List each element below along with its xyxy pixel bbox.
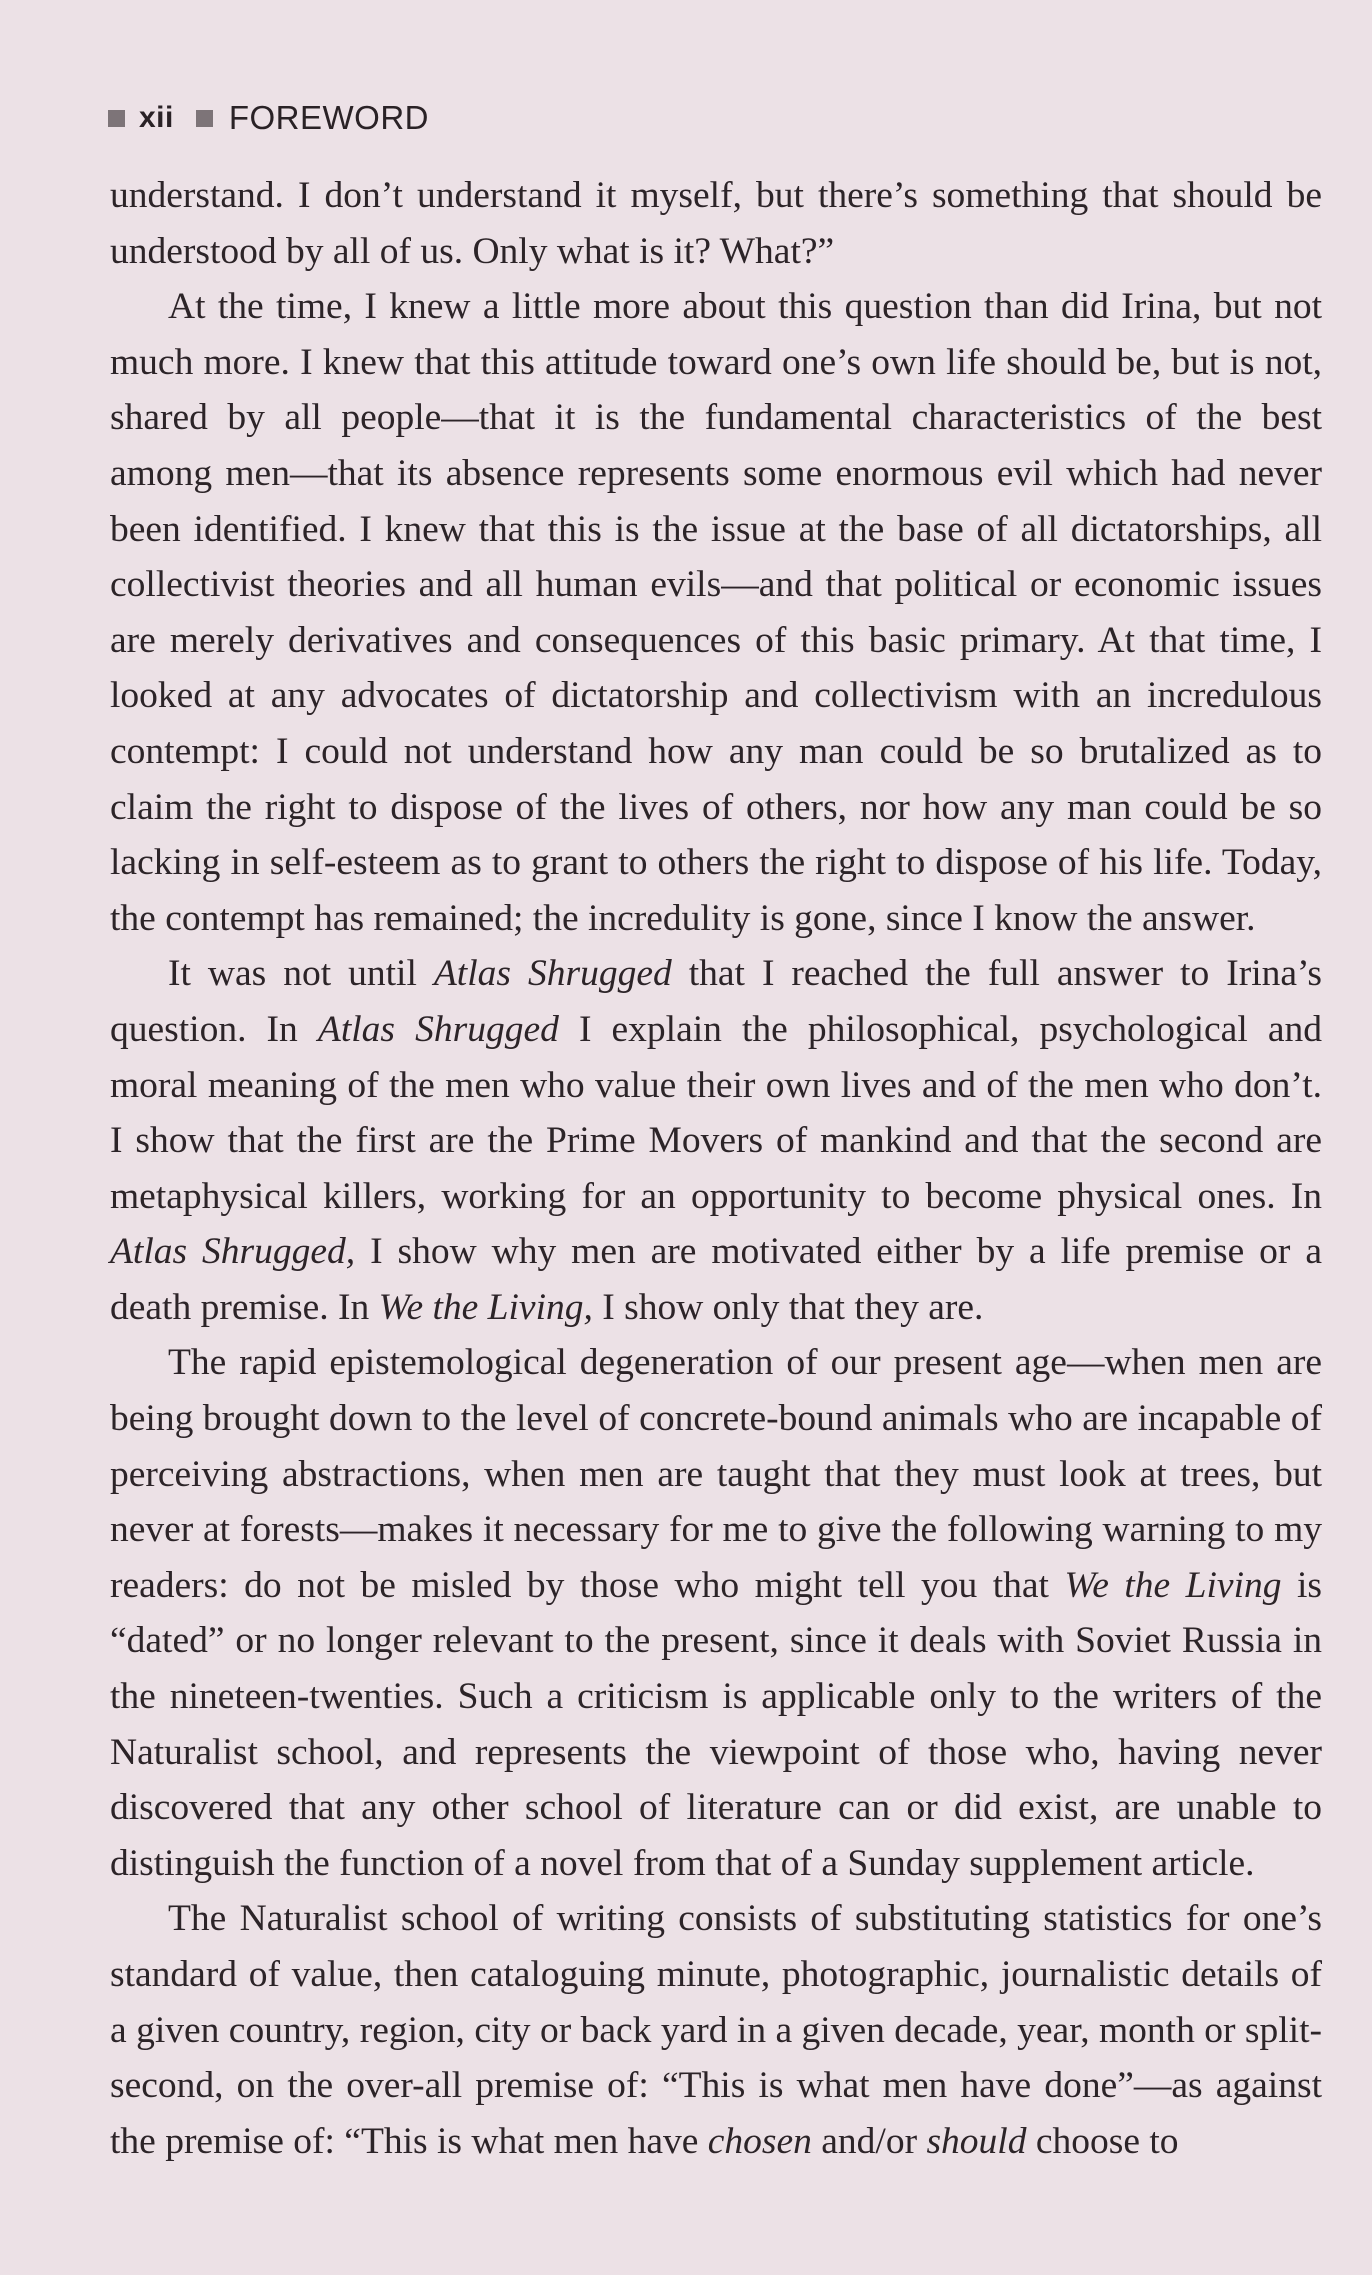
text-run: understand. I don’t understand it myself, but there’s something that should be understood by all of us. Only what is it? What?”	[110, 175, 1322, 272]
italic-title-text: should	[926, 2120, 1027, 2162]
paragraph	[110, 168, 1322, 279]
text-run: I show why men are motivated either by a life premise or a death premise. In	[110, 1231, 1323, 1328]
text-run: is “dated” or no longer relevant to the present, since it deals with Soviet Russia in the nineteen-twenties. Such a criticism is applicable only to the writers of the Naturalist school, and represents the viewpoint of those who, having never discovered that any other school of literature can or did exist, are unable to distinguish the function of a novel from that of a Sunday supplement article.	[110, 1564, 1322, 1884]
body-text	[110, 168, 1322, 2169]
paragraph	[110, 1891, 1322, 2169]
text-run: and/or	[811, 2120, 927, 2162]
section-title: FOREWORD	[228, 99, 430, 136]
text-run: At the time, I knew a little more about this question than did Irina, but not much more. I knew that this attitude toward one’s own life should be, but is not, shared by all people—that it is the fundamental characteristics of the best among men—that its absence represents some enormous evil which had never been identified. I knew that this is the issue at the base of all dictatorships, all collectivist theories and all human evils—and that political or economic issues are merely derivatives and consequences of this basic primary. At that time, I looked at any advocates of dictatorship and collectivism with an incredulous contempt: I could not understand how any man could be so brutalized as to claim the right to dispose of the lives of others, nor how any man could be so lacking in self-esteem as to grant to others the right to dispose of his life. Today, the contempt has remained; the incredulity is gone, since I know the answer.	[110, 286, 1322, 939]
text-run: The rapid epistemological degeneration of our present age—when men are being brought down to the level of concrete-bound animals who are incapable of perceiving abstractions, when men are taught that they must look at trees, but never at forests—makes it necessary for me to give the following warning to my readers: do not be misled by those who might tell you that	[110, 1342, 1322, 1606]
text-run: I show only that they are.	[592, 1286, 984, 1328]
italic-title-text: We the Living	[1064, 1564, 1282, 1606]
text-run: The Naturalist school of writing consists of substituting statistics for one’s standard of value, then cataloguing minute, photographic, journalistic details of a given country, region, city or back yard in a given decade, year, month or split-second, on the over-all premise of: “This is what men have done”—as against the premise of: “This is what men have	[110, 1898, 1322, 2162]
italic-title-text: Atlas Shrugged	[317, 1008, 559, 1050]
running-header	[108, 96, 429, 140]
text-run: choose to	[1026, 2120, 1179, 2162]
page-number: xii	[139, 101, 174, 134]
square-bullet-icon	[196, 110, 213, 127]
text-run: I explain the philosophical, psychological and moral meaning of the men who value their own lives and of the men who don’t. I show that the first are the Prime Movers of mankind and that the second are metaphysical killers, working for an opportunity to become physical ones. In	[110, 1008, 1322, 1217]
square-bullet-icon	[108, 110, 125, 127]
paragraph	[110, 946, 1322, 1335]
italic-title-text: Atlas Shrugged	[433, 953, 672, 995]
italic-title-text: Atlas Shrugged,	[110, 1231, 356, 1273]
paragraph	[110, 279, 1322, 946]
italic-title-text: chosen	[707, 2120, 812, 2162]
paragraph	[110, 1335, 1322, 1891]
italic-title-text: We the Living,	[378, 1286, 593, 1328]
text-run: It was not until	[168, 953, 434, 995]
text-run: that I reached the full answer to Irina’s question. In	[110, 953, 1323, 1050]
